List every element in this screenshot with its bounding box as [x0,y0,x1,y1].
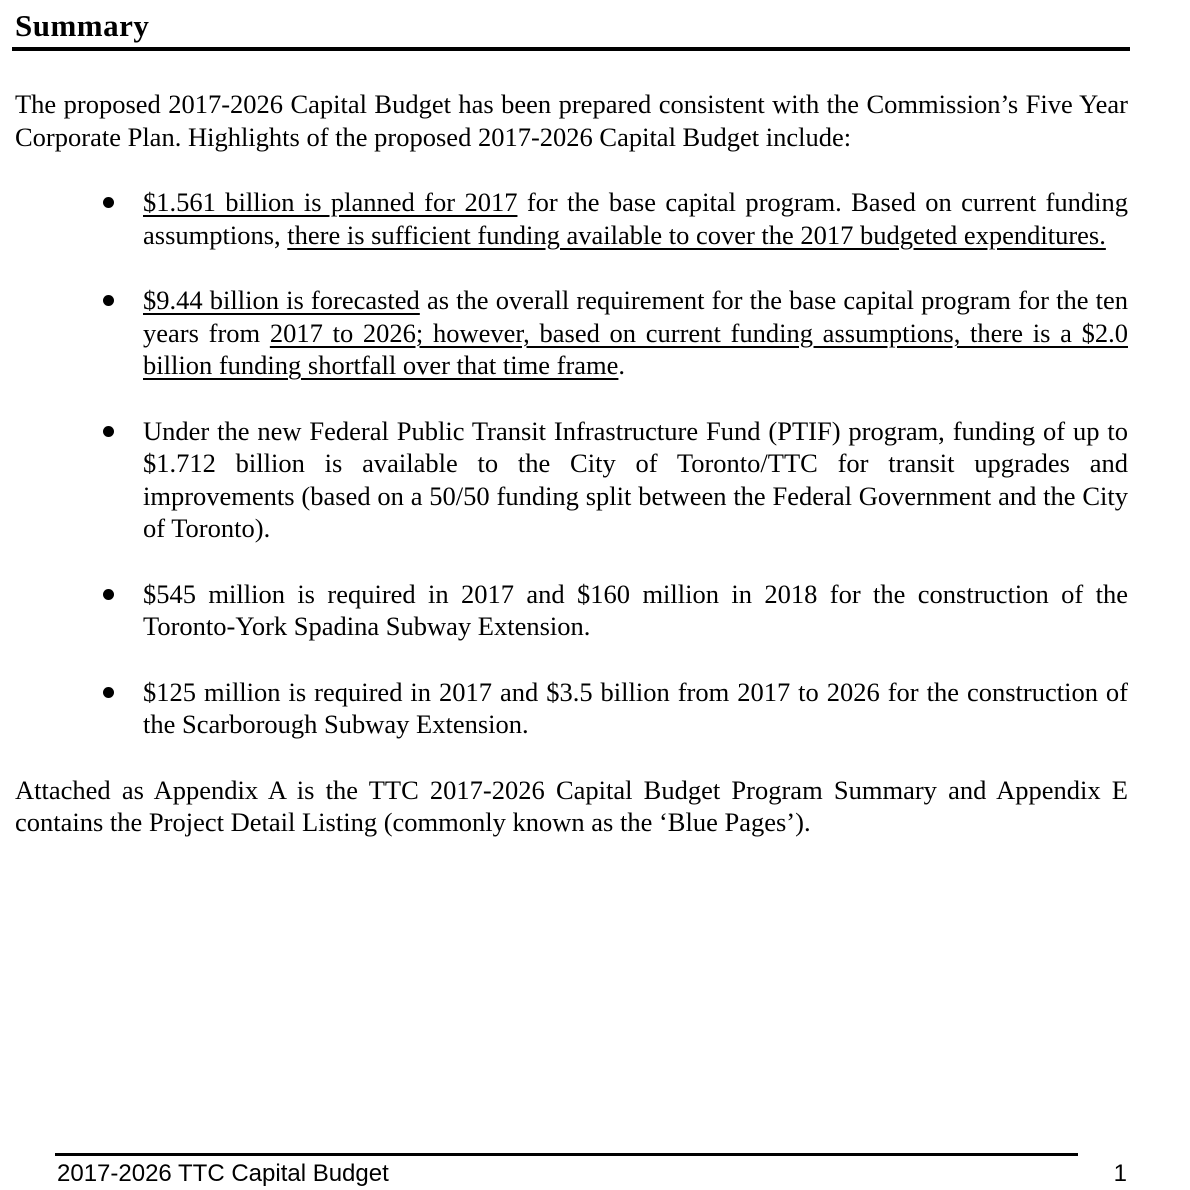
list-item [143,186,1128,251]
bullet-text [143,579,1128,642]
plain-text: as the overall requirement for the base capital program for the ten years from [143,285,1129,348]
bullet-icon [103,197,114,208]
bullet-icon [103,687,114,698]
footer-rule [55,1153,1078,1156]
plain-text: for the base capital program. Based on current funding assumptions, [143,187,1128,250]
list-item [143,676,1128,741]
bullet-text [143,285,1128,380]
bullet-icon [103,426,114,437]
page-title: Summary [15,8,150,43]
underlined-text: 2017 to 2026; however, based on current funding assumptions, there is a $2.0 billion funding shortfall over that time frame [143,317,1128,380]
bullet-text [143,416,1128,544]
intro-paragraph: The proposed 2017-2026 Capital Budget has been prepared consistent with the Commission’s Five Year Corporate Plan. Highlights of the proposed 2017-2026 Capital Budget include: [15,89,1128,152]
plain-text: $125 million is required in 2017 and $3.5 billion from 2017 to 2026 for the construction of the Scarborough Subway Extension. [143,676,1128,739]
highlights-list [15,186,1128,741]
plain-text: $545 million is required in 2017 and $160 million in 2018 for the construction of the Toronto-York Spadina Subway Extension. [143,578,1128,641]
underlined-text: there is sufficient funding available to cover the 2017 budgeted expenditures. [287,219,1106,250]
closing-paragraph: Attached as Appendix A is the TTC 2017-2026 Capital Budget Program Summary and Appendix E contains the Project Detail Listing (commonly known as the ‘Blue Pages’). [15,774,1128,837]
plain-text: Under the new Federal Public Transit Infrastructure Fund (PTIF) program, funding of up to $1.712 billion is available to the City of Toronto/TTC for transit upgrades and improvements (based on a 50/50 funding split between the Federal Government and the City of Toronto). [143,415,1128,543]
bullet-icon [103,589,114,600]
list-item [143,284,1128,382]
bullet-text [143,187,1128,250]
list-item [143,415,1128,545]
footer-doc-title: 2017-2026 TTC Capital Budget [57,1160,389,1187]
page-number: 1 [1113,1160,1127,1187]
plain-text: . [618,350,626,380]
document-content [15,8,1128,839]
bullet-text [143,677,1128,740]
underlined-text: $9.44 billion is forecasted [143,285,420,315]
page-footer [57,1160,1127,1188]
heading-rule [12,47,1130,51]
bullet-icon [103,295,114,306]
underlined-text: $1.561 billion is planned for 2017 [143,187,518,217]
list-item [143,578,1128,643]
